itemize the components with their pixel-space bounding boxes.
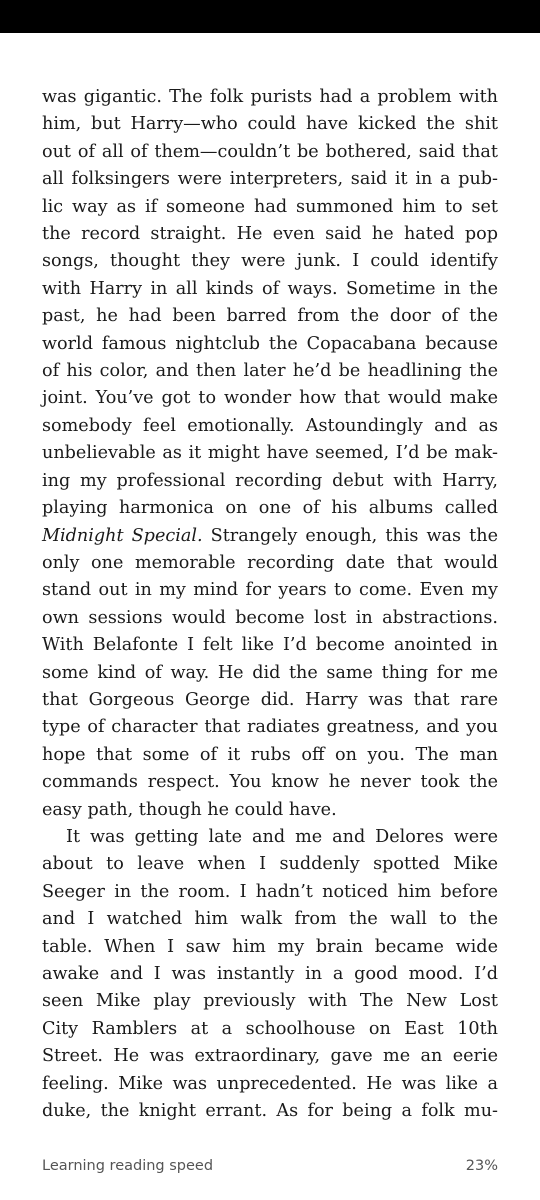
text-line: only one memorable recording date that would (42, 552, 498, 573)
text-line: hope that some of it rubs off on you. The man (42, 744, 498, 765)
text-line: table. When I saw him my brain became wide (42, 936, 498, 957)
reading-progress: 23% (465, 1158, 498, 1174)
text-line: seen Mike play previously with The New Lost (42, 991, 498, 1012)
text-line: stand out in my mind for years to come. Even my (42, 580, 498, 601)
album-title: Midnight Special. (42, 525, 203, 546)
text-line: all folksingers were interpreters, said it in a pub- (42, 169, 498, 190)
text-line: own sessions would become lost in abstractions. (42, 607, 498, 628)
text-line: joint. You’ve got to wonder how that would make (42, 388, 498, 409)
text-line: ing my professional recording debut with Harry, (42, 470, 498, 491)
text-line: commands respect. You know he never took the (42, 772, 498, 793)
text-line: easy path, though he could have. (42, 799, 337, 820)
text-line: with Harry in all kinds of ways. Sometime in the (42, 278, 498, 299)
text-line: somebody feel emotionally. Astoundingly and as (42, 415, 498, 436)
text-line: out of all of them—couldn’t be bothered, said that (42, 141, 498, 162)
text-line: songs, thought they were junk. I could identify (42, 251, 498, 272)
text-line: him, but Harry—who could have kicked the shit (42, 114, 498, 135)
text-line: that Gorgeous George did. Harry was that rare (42, 689, 498, 710)
text-line: and I watched him walk from the wall to the (42, 909, 498, 930)
paragraph-first-line: It was getting late and me and Delores were (66, 826, 498, 847)
text-line: about to leave when I suddenly spotted Mike (42, 854, 498, 875)
text-line: type of character that radiates greatness, and you (42, 717, 498, 738)
book-page-text[interactable] (42, 84, 498, 1125)
text-line: duke, the knight errant. As for being a folk mu- (42, 1101, 498, 1122)
text-line: unbelievable as it might have seemed, I’d be mak- (42, 443, 498, 464)
system-status-bar (0, 0, 540, 33)
text-segment: Strangely enough, this was the (202, 525, 498, 546)
text-line: City Ramblers at a schoolhouse on East 10th (42, 1018, 498, 1039)
text-line: Seeger in the room. I hadn’t noticed him before (42, 881, 498, 902)
reader-footer (42, 1154, 498, 1178)
text-line: was gigantic. The folk purists had a problem with (42, 87, 498, 107)
text-line: awake and I was instantly in a good mood. I’d (42, 964, 498, 984)
text-line: With Belafonte I felt like I’d become anointed in (42, 635, 498, 656)
reading-speed-status: Learning reading speed (42, 1158, 214, 1174)
text-line: world famous nightclub the Copacabana because (42, 333, 498, 354)
text-line: feeling. Mike was unprecedented. He was like a (42, 1073, 498, 1094)
text-line: Street. He was extraordinary, gave me an eerie (42, 1046, 498, 1067)
text-line: playing harmonica on one of his albums called (42, 498, 498, 519)
text-line: some kind of way. He did the same thing for me (42, 662, 498, 683)
text-line: the record straight. He even said he hated pop (42, 224, 498, 245)
text-line: past, he had been barred from the door of the (42, 306, 498, 327)
text-line-with-italic-title (42, 523, 498, 550)
text-line: of his color, and then later he’d be headlining the (42, 361, 498, 382)
text-line: lic way as if someone had summoned him to set (42, 196, 498, 217)
